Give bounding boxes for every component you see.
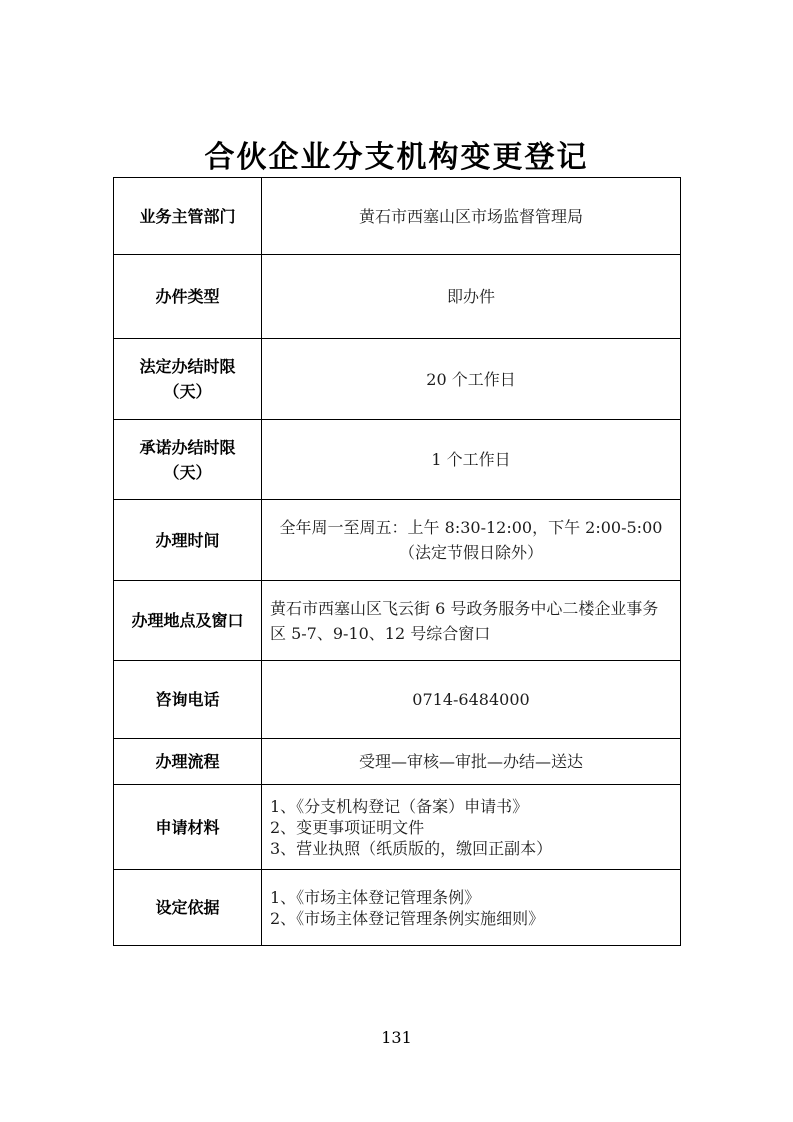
page-title: 合伙企业分支机构变更登记 — [204, 140, 589, 175]
table-row — [114, 739, 681, 785]
row-label: 承诺办结时限（天） — [114, 420, 262, 500]
page-number: 131 — [381, 1028, 412, 1047]
table-row — [114, 581, 681, 661]
row-label: 办理时间 — [114, 500, 262, 581]
row-value: 1 个工作日 — [262, 420, 681, 500]
row-value: 0714-6484000 — [262, 661, 681, 739]
row-label: 业务主管部门 — [114, 178, 262, 255]
row-label: 办理地点及窗口 — [114, 581, 262, 661]
row-label: 设定依据 — [114, 870, 262, 946]
list-item: 2、变更事项证明文件 — [270, 817, 425, 837]
table-row — [114, 785, 681, 870]
row-value: 20 个工作日 — [262, 339, 681, 420]
row-value: 黄石市西塞山区飞云街 6 号政务服务中心二楼企业事务区 5-7、9-10、12 号综合窗口 — [262, 581, 681, 661]
row-label: 申请材料 — [114, 785, 262, 870]
row-label: 咨询电话 — [114, 661, 262, 739]
table-row — [114, 500, 681, 581]
row-label: 办理流程 — [114, 739, 262, 785]
table-row — [114, 178, 681, 255]
row-value: 全年周一至周五：上午 8:30-12:00，下午 2:00-5:00 （法定节假日除外） — [262, 500, 681, 581]
row-value — [262, 870, 681, 946]
list-item: 2、《市场主体登记管理条例实施细则》 — [270, 908, 545, 928]
service-info-table — [113, 177, 681, 946]
row-value: 受理—审核—审批—办结—送达 — [262, 739, 681, 785]
table-row — [114, 339, 681, 420]
row-label: 办件类型 — [114, 255, 262, 339]
list-item: 1、《分支机构登记（备案）申请书》 — [270, 796, 529, 816]
table-row — [114, 661, 681, 739]
list-item: 3、营业执照（纸质版的，缴回正副本） — [270, 838, 553, 858]
list-item: 1、《市场主体登记管理条例》 — [270, 887, 481, 907]
table-row — [114, 255, 681, 339]
row-value — [262, 785, 681, 870]
table-row — [114, 420, 681, 500]
row-value: 即办件 — [262, 255, 681, 339]
table-row — [114, 870, 681, 946]
row-value: 黄石市西塞山区市场监督管理局 — [262, 178, 681, 255]
row-label: 法定办结时限（天） — [114, 339, 262, 420]
